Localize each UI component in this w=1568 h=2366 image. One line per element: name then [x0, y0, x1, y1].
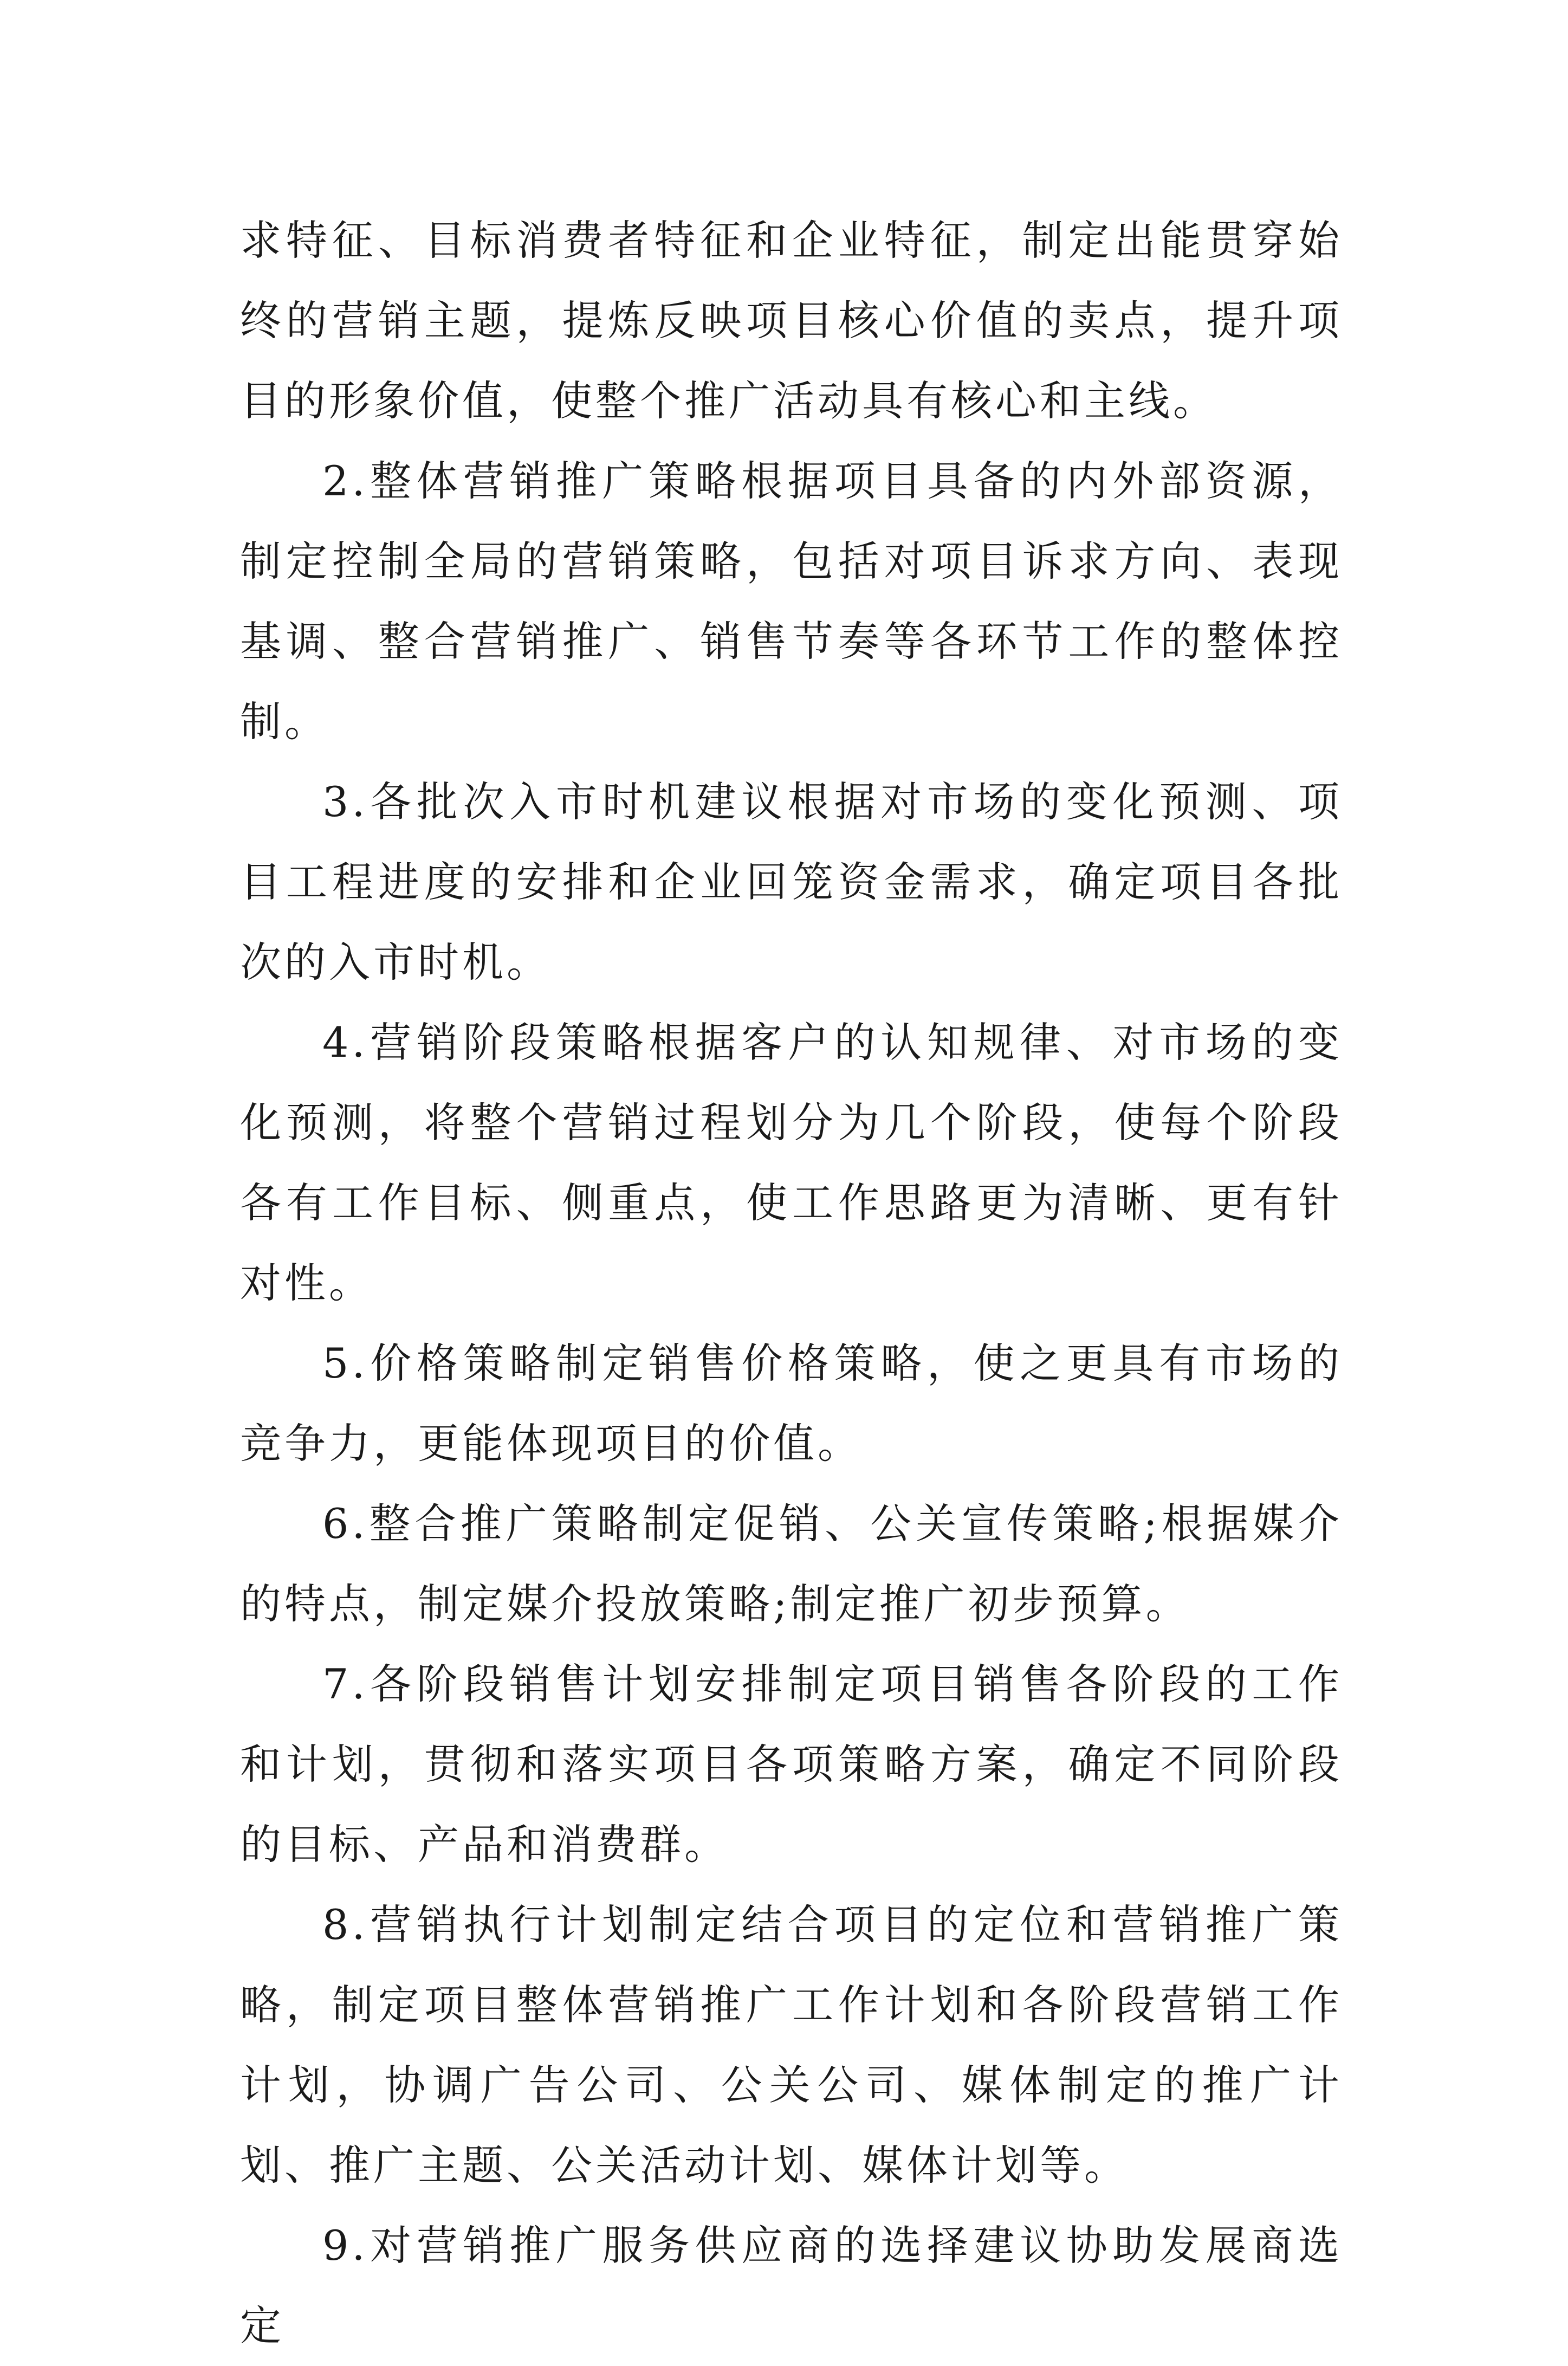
paragraph-item-9: 9.对营销推广服务供应商的选择建议协助发展商选定: [240, 2221, 1343, 2350]
paragraph-item-8: 8.营销执行计划制定结合项目的定位和营销推广策略，制定项目整体营销推广工作计划和各阶段营销工作计划，协调广告公司、公关公司、媒体制定的推广计划、推广主题、公关活动计划、媒体计划等。: [240, 1900, 1343, 2189]
paragraph-item-6: 6.整合推广策略制定促销、公关宣传策略;根据媒介的特点，制定媒介投放策略;制定推广初步预算。: [240, 1499, 1343, 1628]
paragraph-item-4: 4.营销阶段策略根据客户的认知规律、对市场的变化预测，将整个营销过程划分为几个阶段，使每个阶段各有工作目标、侧重点，使工作思路更为清晰、更有针对性。: [240, 1018, 1343, 1307]
paragraph-item-7: 7.各阶段销售计划安排制定项目销售各阶段的工作和计划，贯彻和落实项目各项策略方案，确定不同阶段的目标、产品和消费群。: [240, 1660, 1343, 1869]
paragraph-item-2: 2.整体营销推广策略根据项目具备的内外部资源，制定控制全局的营销策略，包括对项目诉求方向、表现基调、整合营销推广、销售节奏等各环节工作的整体控制。: [240, 457, 1343, 746]
document-body: [240, 201, 1343, 2366]
paragraph-continuation: 求特征、目标消费者特征和企业特征，制定出能贯穿始终的营销主题，提炼反映项目核心价值的卖点，提升项目的形象价值，使整个推广活动具有核心和主线。: [240, 216, 1343, 425]
paragraph-item-5: 5.价格策略制定销售价格策略，使之更具有市场的竞争力，更能体现项目的价值。: [240, 1339, 1343, 1468]
paragraph-item-3: 3.各批次入市时机建议根据对市场的变化预测、项目工程进度的安排和企业回笼资金需求，确定项目各批次的入市时机。: [240, 778, 1343, 986]
